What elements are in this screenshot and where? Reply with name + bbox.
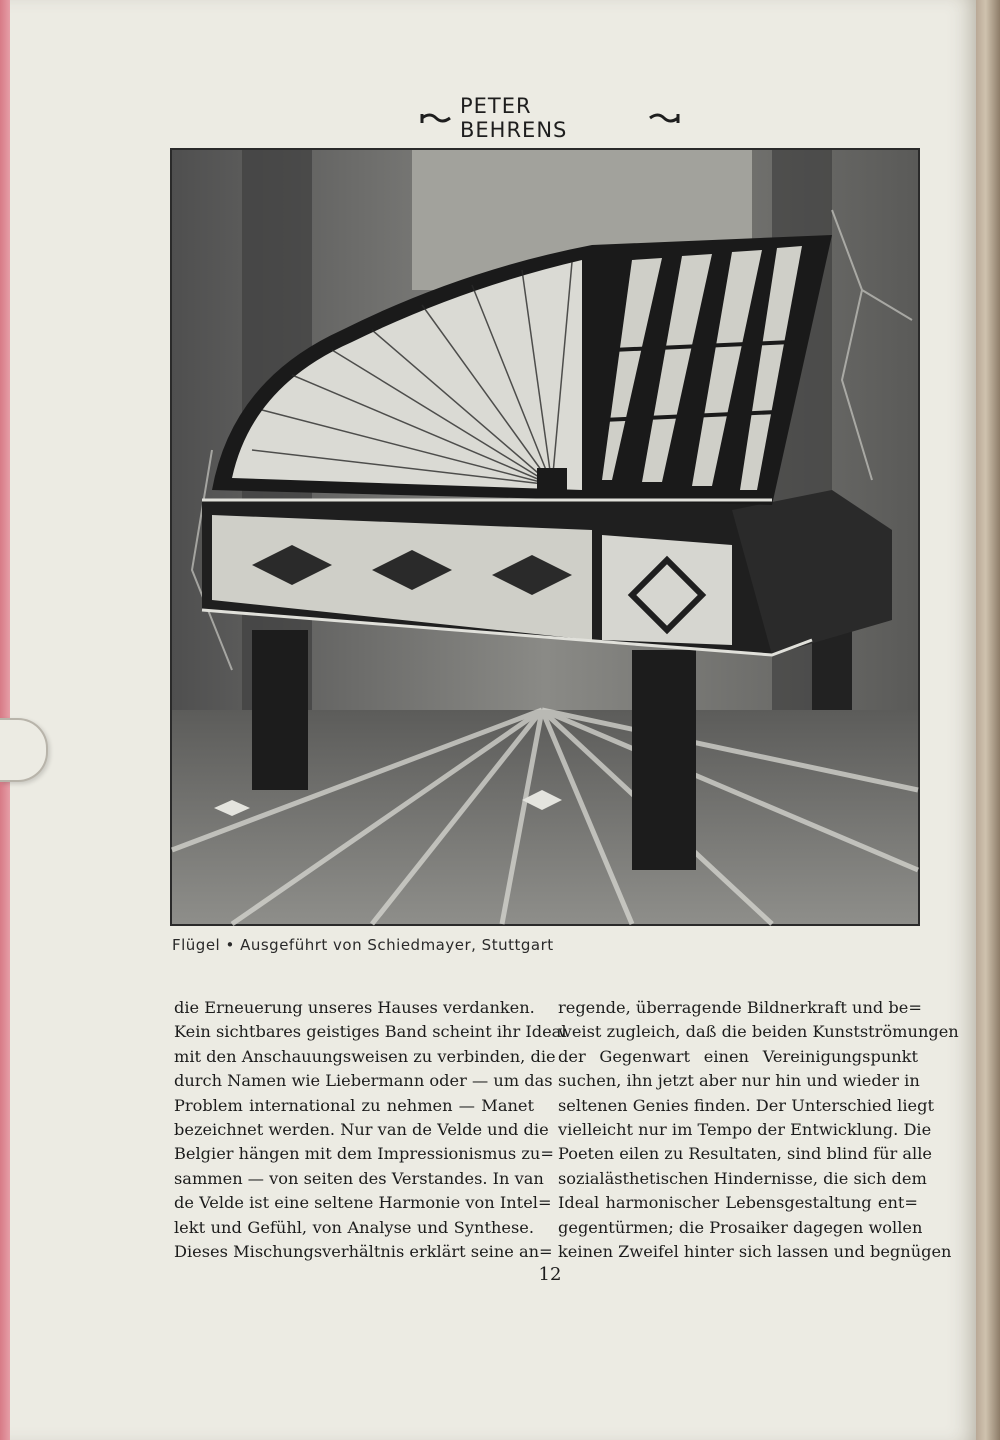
piano-illustration — [172, 150, 918, 924]
text-line: regende, überragende Bildnerkraft und be= — [558, 998, 922, 1017]
text-line: durch Namen wie Liebermann oder — um das — [174, 1071, 553, 1091]
text-line: Dieses Mischungsverhältnis erklärt seine an= — [174, 1241, 553, 1261]
text-line: Poeten eilen zu Resultaten, sind blind für alle — [558, 1144, 932, 1164]
text-line: mit den Anschauungsweisen zu verbinden, die — [174, 1046, 556, 1066]
text-line: weist zugleich, daß die beiden Kunstströmungen — [558, 1022, 959, 1042]
text-line: Belgier hängen mit dem Impressionismus zu= — [174, 1144, 554, 1164]
book-spine — [976, 0, 1000, 1440]
text-column-right — [558, 996, 959, 1264]
ornament-left-icon — [420, 110, 452, 126]
text-line: die Erneuerung unseres Hauses verdanken. — [174, 998, 535, 1017]
text-line: sammen — von seiten des Verstandes. In van — [174, 1168, 544, 1188]
ornament-right-icon — [648, 110, 680, 126]
text-line: seltenen Genies finden. Der Unterschied liegt — [558, 1095, 934, 1115]
text-line: Problem international zu nehmen — Manet — [174, 1095, 534, 1115]
text-line: keinen Zweifel hinter sich lassen und begnügen — [558, 1241, 952, 1261]
text-line: vielleicht nur im Tempo der Entwicklung. Die — [558, 1119, 932, 1139]
text-line: de Velde ist eine seltene Harmonie von Intel= — [174, 1193, 552, 1213]
header-title: PETER BEHRENS — [460, 94, 568, 142]
text-line: sozialästhetischen Hindernisse, die sich dem — [558, 1168, 927, 1188]
text-line: suchen, ihn jetzt aber nur hin und wieder in — [558, 1071, 920, 1091]
text-line: gegentürmen; die Prosaiker dagegen wollen — [558, 1217, 923, 1237]
text-line: lekt und Gefühl, von Analyse und Synthese. — [174, 1217, 534, 1237]
page-number: 12 — [538, 1264, 562, 1285]
text-line: Ideal harmonischer Lebensgestaltung ent= — [558, 1193, 918, 1213]
text-line: Kein sichtbares geistiges Band scheint ihr Ideal — [174, 1022, 567, 1042]
text-line: der Gegenwart einen Vereinigungspunkt — [558, 1046, 918, 1066]
text-line: bezeichnet werden. Nur van de Velde und die — [174, 1119, 549, 1139]
piano-photograph — [170, 148, 920, 926]
running-header — [420, 94, 680, 142]
text-column-left — [174, 996, 567, 1264]
figure-caption: Flügel • Ausgeführt von Schiedmayer, Stuttgart — [172, 936, 554, 954]
